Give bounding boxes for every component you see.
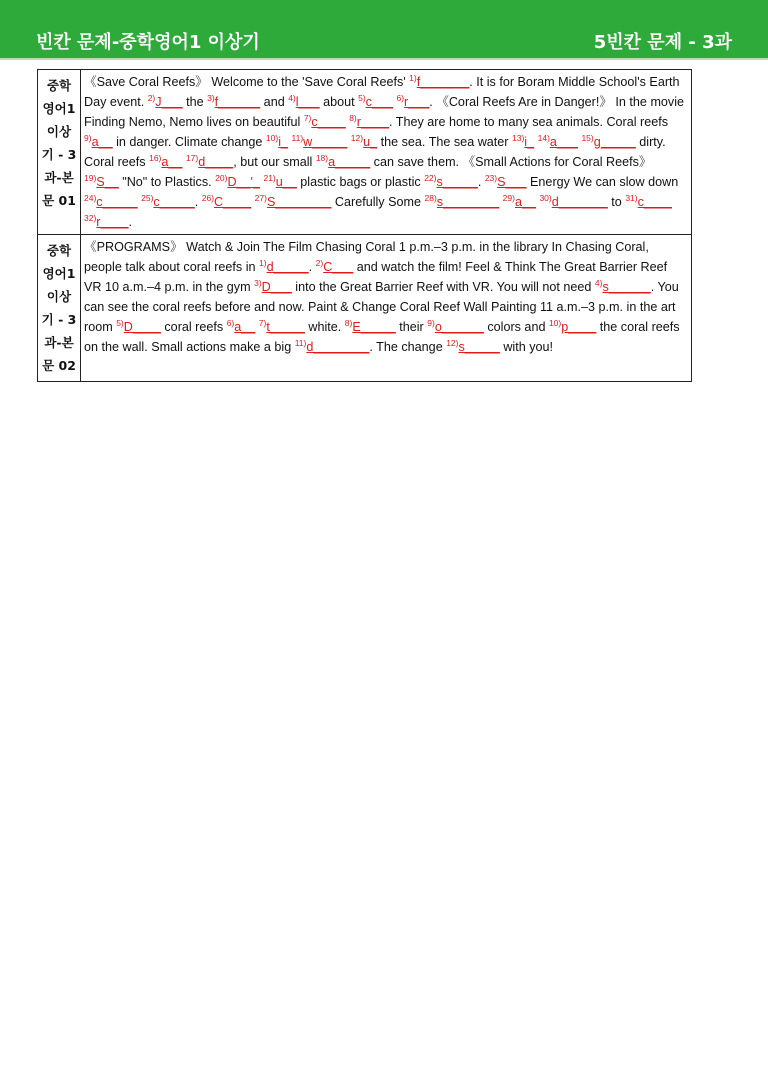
blank-number: 8) <box>344 318 353 328</box>
blank-number: 23) <box>484 173 498 183</box>
blank-hint: p____ <box>561 320 597 334</box>
blank-hint: d____ <box>198 155 234 169</box>
blank-number: 15) <box>581 133 594 143</box>
blank-number: 25) <box>141 193 154 203</box>
blank-hint: c___ <box>365 95 393 109</box>
blank-number: 9) <box>84 133 92 143</box>
blank-hint: a__ <box>161 155 183 169</box>
answer-blank <box>116 320 161 334</box>
blank-hint: a_____ <box>328 155 371 169</box>
blank-number: 4) <box>594 278 603 288</box>
blank-number: 17) <box>185 153 199 163</box>
blank-hint: S__ <box>96 175 119 189</box>
blank-hint: c_____ <box>153 195 195 209</box>
row-label-line: 영어1 <box>42 266 76 281</box>
answer-blank <box>538 135 578 149</box>
answer-blank <box>358 95 393 109</box>
blank-number: 8) <box>349 113 357 123</box>
blank-number: 14) <box>537 133 550 143</box>
passage-text: 《Save Coral Reefs》 Welcome to the 'Save Coral Reefs' $^{1)}$f_______. It is for Boram Middle School's Earth Day event. $^{2)}$J___ the $^{3)}$f______ and $^{4)}$l___ about $^{5)}$c___ $^{6)}$r___. 《Coral Reefs Are in Danger!》 In the movie Finding Nemo, Nemo lives on beautiful $^{7)}$c____ $^{8)}$r____. They are home to many sea animals. Coral reefs $^{9)}$a__ in danger. Climate change $^{10)}$i_ $^{11)}$w_____ $^{12)}$u_ the sea. The sea water $^{13)}$i_ $^{14)}$a___ $^{15)}$g_____ dirty. Coral reefs $^{16)}$a__ $^{17)}$d____, but our small $^{18)}$a_____ can save them. 《Small Actions for Coral Reefs》 $^{19)}$S__ "No" to Plastics. $^{20)}$D__'_ $^{21)}$u__ plastic bags or plastic $^{22)}$s_____. $^{23)}$S___ Energy We can slow down $^{24)}$c_____ $^{25)}$c_____. $^{26)}$C____ $^{27)}$S________ Carefully Some $^{28)}$s________ $^{29)}$a__ $^{30)}$d_______ to $^{31)}$c____ $^{32)}$r____. <box>81 70 692 235</box>
header-divider <box>0 58 768 60</box>
blank-hint: D___ <box>261 280 292 294</box>
answer-blank <box>625 195 672 209</box>
blank-number: 22) <box>424 173 437 183</box>
blank-hint: s________ <box>436 195 500 209</box>
blank-number: 1) <box>409 73 417 83</box>
row-label-line: 이상 <box>46 289 72 304</box>
answer-blank <box>259 260 309 274</box>
table-row <box>38 70 692 235</box>
blank-hint: a__ <box>234 320 256 334</box>
blank-hint: d_____ <box>266 260 309 274</box>
passage-text: 《PROGRAMS》 Watch & Join The Film Chasing Coral 1 p.m.–3 p.m. in the library In Chasing Coral, people talk about coral reefs in $^{1)}$d_____. $^{2)}$C___ and watch the film! Feel & Think The Great Barrier Reef VR 10 a.m.–4 p.m. in the gym $^{3)}$D___ into the Great Barrier Reef with VR. You will not need $^{4)}$s______. You can see the coral reefs before and now. Paint & Change Coral Reef Wall Painting 11 a.m.–3 p.m. in the art room $^{5)}$D____ coral reefs $^{6)}$a__ $^{7)}$t_____ white. $^{8)}$E_____ their $^{9)}$o______ colors and $^{10)}$p____ the coral reefs on the wall. Small actions make a big $^{11)}$d________. The change $^{12)}$s_____ with you! <box>81 235 692 382</box>
answer-blank <box>141 195 195 209</box>
blank-hint: i_ <box>524 135 535 149</box>
row-label-line: 중학 <box>46 243 72 258</box>
answer-blank <box>202 195 251 209</box>
worksheet-table <box>37 69 692 382</box>
blank-number: 5) <box>116 318 124 328</box>
answer-blank <box>84 195 138 209</box>
blank-number: 26) <box>201 193 215 203</box>
blank-number: 13) <box>512 133 525 143</box>
blank-hint: J___ <box>155 95 183 109</box>
answer-blank <box>304 115 346 129</box>
answer-blank <box>581 135 635 149</box>
answer-blank <box>288 95 319 109</box>
blank-hint: a___ <box>549 135 578 149</box>
blank-hint: g_____ <box>593 135 636 149</box>
blank-hint: u_ <box>363 135 378 149</box>
blank-hint: r___ <box>404 95 430 109</box>
answer-blank <box>227 320 256 334</box>
answer-blank <box>186 155 233 169</box>
answer-blank <box>349 115 389 129</box>
blank-number: 2) <box>147 93 156 103</box>
blank-hint: c____ <box>311 115 346 129</box>
page-header <box>0 0 768 58</box>
blank-number: 12) <box>350 133 364 143</box>
row-label-line: 기 - 3 <box>41 147 77 162</box>
answer-blank <box>424 175 478 189</box>
blank-number: 6) <box>226 318 235 328</box>
blank-number: 29) <box>502 193 515 203</box>
blank-number: 11) <box>291 133 304 143</box>
blank-number: 4) <box>288 93 296 103</box>
blank-number: 3) <box>207 93 215 103</box>
blank-hint: f______ <box>214 95 261 109</box>
answer-blank <box>427 320 484 334</box>
answer-blank <box>84 135 113 149</box>
blank-number: 27) <box>254 193 267 203</box>
blank-hint: D____ <box>123 320 161 334</box>
table-row <box>38 235 692 382</box>
blank-hint: D__'_ <box>227 175 260 189</box>
blank-hint: r____ <box>356 115 389 129</box>
answer-blank <box>259 320 305 334</box>
answer-blank <box>396 95 429 109</box>
blank-number: 24) <box>84 193 97 203</box>
blank-number: 5) <box>358 93 366 103</box>
blank-hint: d_______ <box>551 195 608 209</box>
blank-hint: s______ <box>602 280 651 294</box>
blank-number: 6) <box>396 93 405 103</box>
row-label-cell <box>38 70 81 235</box>
blank-hint: o______ <box>434 320 484 334</box>
answer-blank <box>425 195 500 209</box>
row-label-line: 기 - 3 <box>41 312 77 327</box>
blank-hint: C____ <box>214 195 252 209</box>
answer-blank <box>512 135 534 149</box>
answer-blank <box>292 135 348 149</box>
row-label-line: 이상 <box>46 124 72 139</box>
answer-blank <box>263 175 296 189</box>
blank-hint: S___ <box>497 175 527 189</box>
answer-blank <box>254 280 292 294</box>
blank-hint: w_____ <box>303 135 348 149</box>
answer-blank <box>215 175 260 189</box>
blank-number: 3) <box>254 278 262 288</box>
row-label-cell <box>38 235 81 382</box>
blank-number: 16) <box>149 153 162 163</box>
row-label-line: 과-본 <box>44 170 74 185</box>
blank-hint: a__ <box>91 135 113 149</box>
blank-number: 12) <box>446 338 459 348</box>
answer-blank <box>316 260 354 274</box>
blank-number: 7) <box>303 113 312 123</box>
row-label-line: 문 01 <box>42 193 76 208</box>
blank-number: 1) <box>259 258 267 268</box>
blank-number: 32) <box>84 213 97 223</box>
answer-blank <box>148 95 183 109</box>
answer-blank <box>84 215 129 229</box>
row-label-line: 중학 <box>46 78 72 93</box>
row-label-line: 문 02 <box>42 358 76 373</box>
blank-hint: c_____ <box>96 195 138 209</box>
blank-number: 2) <box>315 258 324 268</box>
answer-blank <box>316 155 370 169</box>
row-label-line: 과-본 <box>44 335 74 350</box>
answer-blank <box>485 175 527 189</box>
blank-number: 19) <box>84 173 97 183</box>
blank-hint: c____ <box>637 195 672 209</box>
blank-hint: r____ <box>96 215 129 229</box>
answer-blank <box>149 155 182 169</box>
blank-number: 20) <box>215 173 228 183</box>
blank-number: 30) <box>539 193 552 203</box>
answer-blank <box>539 195 607 209</box>
answer-blank <box>595 280 651 294</box>
answer-blank <box>409 75 469 89</box>
blank-hint: s_____ <box>436 175 478 189</box>
answer-blank <box>503 195 536 209</box>
answer-blank <box>84 175 119 189</box>
blank-number: 10) <box>548 318 562 328</box>
blank-hint: u__ <box>275 175 297 189</box>
blank-number: 10) <box>265 133 279 143</box>
blank-hint: a__ <box>514 195 536 209</box>
answer-blank <box>266 135 288 149</box>
blank-hint: t_____ <box>266 320 305 334</box>
blank-hint: s_____ <box>458 340 500 354</box>
answer-blank <box>295 340 370 354</box>
blank-hint: S________ <box>266 195 332 209</box>
answer-blank <box>549 320 596 334</box>
answer-blank <box>345 320 396 334</box>
answer-blank <box>351 135 377 149</box>
blank-hint: l___ <box>295 95 320 109</box>
blank-number: 21) <box>263 173 276 183</box>
blank-number: 18) <box>315 153 329 163</box>
answer-blank <box>255 195 332 209</box>
blank-hint: i_ <box>278 135 289 149</box>
row-label-line: 영어1 <box>42 101 76 116</box>
blank-hint: C___ <box>323 260 354 274</box>
answer-blank <box>446 340 500 354</box>
blank-hint: d________ <box>306 340 370 354</box>
answer-blank <box>207 95 260 109</box>
blank-number: 31) <box>625 193 638 203</box>
blank-number: 28) <box>424 193 437 203</box>
blank-number: 9) <box>427 318 435 328</box>
blank-number: 7) <box>258 318 267 328</box>
blank-hint: E_____ <box>352 320 396 334</box>
blank-hint: f_______ <box>416 75 470 89</box>
blank-number: 11) <box>294 338 307 348</box>
worksheet-subtitle: 5빈칸 문제 - 3과 <box>593 32 732 53</box>
worksheet-title: 빈칸 문제-중학영어1 이상기 <box>36 32 260 53</box>
